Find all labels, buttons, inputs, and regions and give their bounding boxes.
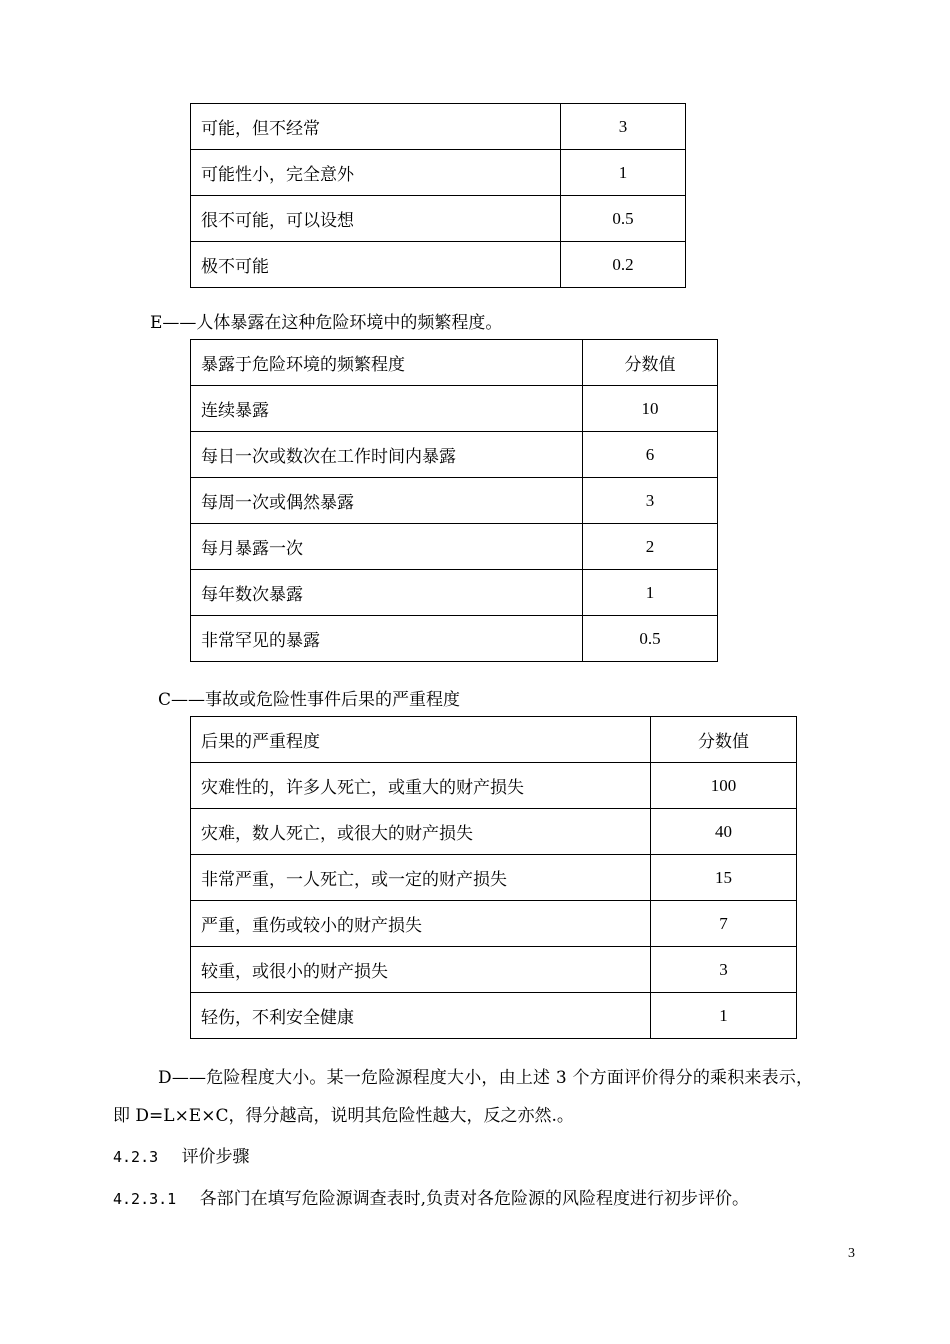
table-cell-desc: 可能，但不经常 bbox=[191, 104, 561, 150]
table-row bbox=[191, 242, 686, 288]
e-heading: E——人体暴露在这种危险环境中的频繁程度。 bbox=[150, 313, 503, 333]
table-cell-desc: 非常严重，一人死亡，或一定的财产损失 bbox=[191, 855, 651, 901]
table-cell-value: 15 bbox=[651, 855, 797, 901]
table-cell-desc: 每日一次或数次在工作时间内暴露 bbox=[191, 432, 583, 478]
table-header-row bbox=[191, 340, 718, 386]
table-cell-value: 10 bbox=[583, 386, 718, 432]
table-cell-value: 1 bbox=[651, 993, 797, 1039]
table-row bbox=[191, 901, 797, 947]
table-cell-desc: 很不可能，可以设想 bbox=[191, 196, 561, 242]
table-cell-desc: 较重，或很小的财产损失 bbox=[191, 947, 651, 993]
table-header-value: 分数值 bbox=[651, 717, 797, 763]
likelihood-table bbox=[190, 103, 686, 288]
page-number: 3 bbox=[848, 1246, 855, 1261]
table-row bbox=[191, 570, 718, 616]
table-cell-value: 7 bbox=[651, 901, 797, 947]
section-number: 4.2.3.1 bbox=[113, 1190, 177, 1208]
table-row bbox=[191, 616, 718, 662]
exposure-table bbox=[190, 339, 718, 662]
section-title: 评价步骤 bbox=[181, 1147, 250, 1167]
table-cell-desc: 每周一次或偶然暴露 bbox=[191, 478, 583, 524]
table-cell-desc: 严重，重伤或较小的财产损失 bbox=[191, 901, 651, 947]
table-cell-desc: 每年数次暴露 bbox=[191, 570, 583, 616]
consequence-table bbox=[190, 716, 797, 1039]
table-row bbox=[191, 104, 686, 150]
table-cell-value: 3 bbox=[583, 478, 718, 524]
table-header-desc: 后果的严重程度 bbox=[191, 717, 651, 763]
table-cell-desc: 连续暴露 bbox=[191, 386, 583, 432]
table-cell-desc: 每月暴露一次 bbox=[191, 524, 583, 570]
table-cell-value: 2 bbox=[583, 524, 718, 570]
c-heading: C——事故或危险性事件后果的严重程度 bbox=[158, 690, 461, 710]
table-header-desc: 暴露于危险环境的频繁程度 bbox=[191, 340, 583, 386]
table-row bbox=[191, 432, 718, 478]
table-row bbox=[191, 150, 686, 196]
section-4-2-3 bbox=[113, 1142, 250, 1167]
table-cell-value: 100 bbox=[651, 763, 797, 809]
table-cell-desc: 极不可能 bbox=[191, 242, 561, 288]
table-cell-desc: 灾难，数人死亡，或很大的财产损失 bbox=[191, 809, 651, 855]
table-cell-desc: 轻伤，不利安全健康 bbox=[191, 993, 651, 1039]
table-row bbox=[191, 809, 797, 855]
table-cell-value: 3 bbox=[651, 947, 797, 993]
d-paragraph-line1: D——危险程度大小。某一危险源程度大小，由上述 3 个方面评价得分的乘积来表示， bbox=[158, 1068, 814, 1088]
table-row bbox=[191, 386, 718, 432]
section-number: 4.2.3 bbox=[113, 1148, 159, 1166]
table-row bbox=[191, 947, 797, 993]
table-cell-desc: 非常罕见的暴露 bbox=[191, 616, 583, 662]
table-cell-value: 3 bbox=[561, 104, 686, 150]
table-row bbox=[191, 478, 718, 524]
table-cell-desc: 灾难性的，许多人死亡，或重大的财产损失 bbox=[191, 763, 651, 809]
table-row bbox=[191, 196, 686, 242]
d-paragraph-line2: 即 D=L×E×C，得分越高，说明其危险性越大，反之亦然.。 bbox=[113, 1106, 574, 1126]
table-header-row bbox=[191, 717, 797, 763]
table-cell-value: 0.5 bbox=[561, 196, 686, 242]
table-cell-value: 0.2 bbox=[561, 242, 686, 288]
table-cell-value: 1 bbox=[583, 570, 718, 616]
table-row bbox=[191, 763, 797, 809]
table-row bbox=[191, 993, 797, 1039]
table-row bbox=[191, 524, 718, 570]
section-text: 各部门在填写危险源调查表时,负责对各危险源的风险程度进行初步评价。 bbox=[199, 1189, 750, 1209]
table-cell-value: 40 bbox=[651, 809, 797, 855]
table-cell-desc: 可能性小，完全意外 bbox=[191, 150, 561, 196]
section-4-2-3-1 bbox=[113, 1184, 749, 1209]
table-cell-value: 1 bbox=[561, 150, 686, 196]
table-cell-value: 0.5 bbox=[583, 616, 718, 662]
table-cell-value: 6 bbox=[583, 432, 718, 478]
table-header-value: 分数值 bbox=[583, 340, 718, 386]
table-row bbox=[191, 855, 797, 901]
